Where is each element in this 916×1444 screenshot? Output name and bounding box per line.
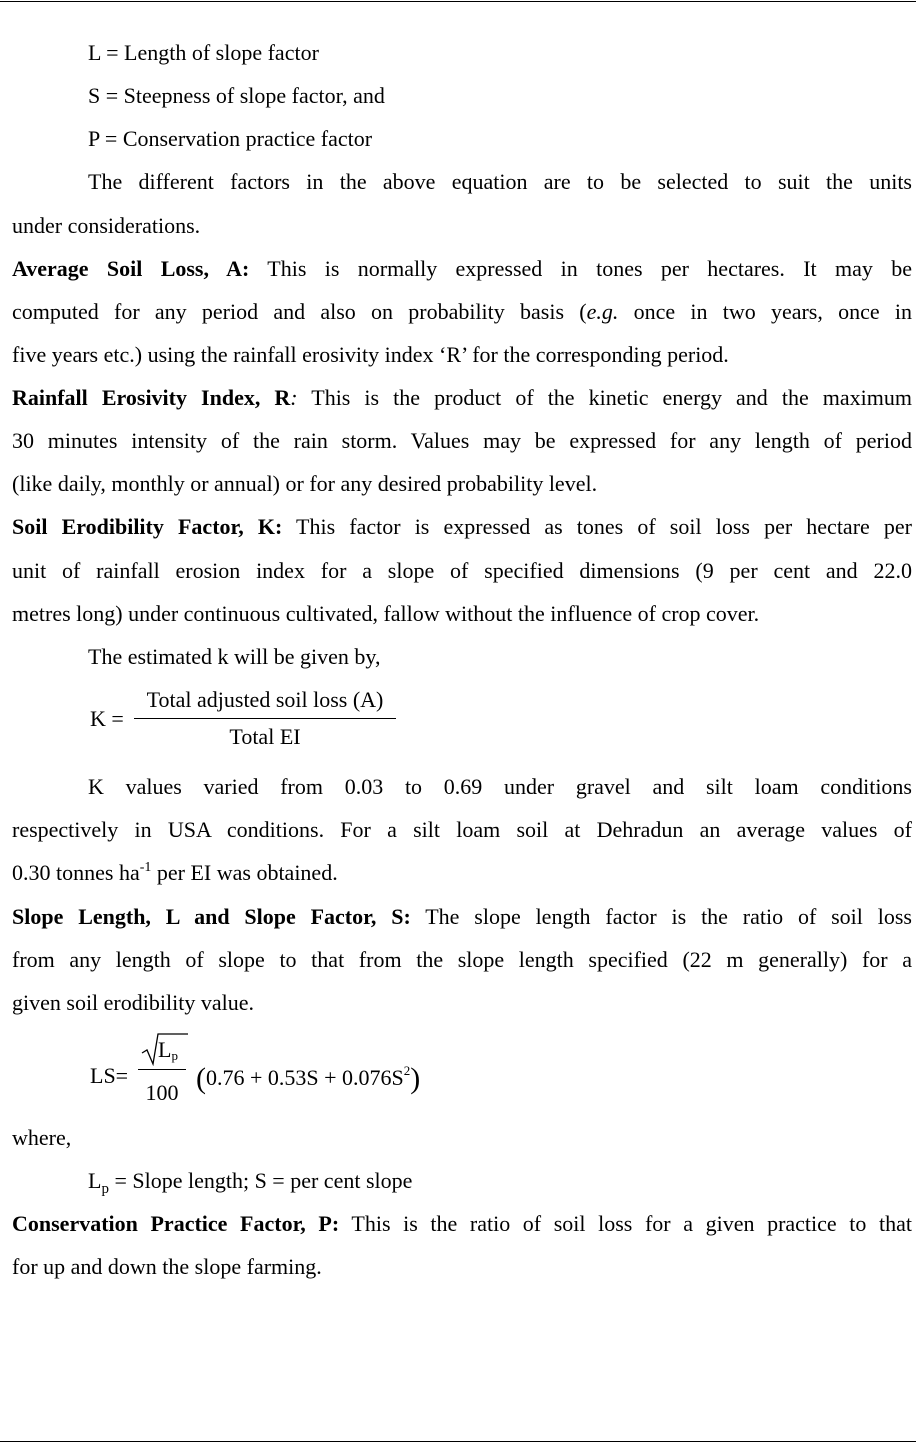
- erodibility-line-3: metres long) under continuous cultivated, fallow without the influence of crop cover.: [12, 601, 760, 626]
- ls-formula: [90, 1032, 470, 1112]
- slope-line-3: given soil erodibility value.: [12, 990, 254, 1015]
- avg-soil-loss-line-3: five years etc.) using the rainfall erosivity index ‘R’ for the corresponding period.: [12, 342, 729, 367]
- lp-definition: $L_p$ = Slope length; S = per cent slope: [88, 1168, 413, 1197]
- erodibility-line-2: unit of rainfall erosion index for a slope of specified dimensions (9 per cent and 22.0: [12, 558, 912, 583]
- rainfall-line-3: (like daily, monthly or annual) or for any desired probability level.: [12, 471, 598, 496]
- conservation-line-2: for up and down the slope farming.: [12, 1254, 322, 1279]
- erodibility-line-1: Soil Erodibility Factor, K: This factor is expressed as tones of soil loss per hectare per: [12, 514, 912, 539]
- slope-line-2: from any length of slope to that from the slope length specified (22 m generally) for a: [12, 947, 912, 972]
- k-formula-fraction-bar: [134, 718, 396, 719]
- intro-line-1: The different factors in the above equation are to be selected to suit the units: [88, 169, 912, 194]
- intro-line-2: under considerations.: [12, 213, 201, 238]
- erodibility-line-4: The estimated k will be given by,: [88, 644, 381, 669]
- k-values-line-3: 0.30 tonnes $ha^{-1}$ per EI was obtained.: [12, 860, 338, 885]
- k-formula-denominator: Total EI: [229, 724, 301, 749]
- rainfall-line-1: Rainfall Erosivity Index, R: This is the product of the kinetic energy and the maximum: [12, 385, 913, 410]
- conservation-heading: Conservation Practice Factor, P:: [12, 1211, 340, 1236]
- ls-formula-fraction-bar: [138, 1069, 186, 1070]
- def-steepness-factor: S = Steepness of slope factor, and: [88, 83, 385, 108]
- ls-formula-lhs: LS=: [90, 1063, 129, 1088]
- slope-heading: Slope Length, L and Slope Factor, S:: [12, 904, 411, 929]
- ls-formula-expression: $(0.76 + 0.53S + 0.076S^2)$: [196, 1062, 421, 1095]
- rainfall-line-2: 30 minutes intensity of the rain storm. Values may be expressed for any length of period: [12, 428, 912, 453]
- slope-line-1: Slope Length, L and Slope Factor, S: The slope length factor is the ratio of soil loss: [12, 904, 912, 929]
- conservation-line-1: Conservation Practice Factor, P: This is the ratio of soil loss for a given practice to that: [12, 1211, 912, 1236]
- ls-formula-radicand: Lp: [158, 1037, 178, 1063]
- def-practice-factor: P = Conservation practice factor: [88, 126, 373, 151]
- k-formula: [90, 686, 410, 756]
- k-formula-numerator: Total adjusted soil loss (A): [146, 687, 384, 712]
- rainfall-heading: Rainfall Erosivity Index, R: [12, 385, 291, 410]
- erodibility-heading: Soil Erodibility Factor, K:: [12, 514, 283, 539]
- k-values-line-1: K values varied from 0.03 to 0.69 under gravel and silt loam conditions: [88, 774, 912, 799]
- k-values-line-2: respectively in USA conditions. For a silt loam soil at Dehradun an average values of: [12, 817, 912, 842]
- avg-soil-loss-line-2: computed for any period and also on probability basis (e.g. once in two years, once in: [12, 299, 912, 324]
- top-rule: [0, 1, 916, 2]
- ls-formula-denominator: 100: [145, 1080, 179, 1105]
- avg-soil-loss-line-1: Average Soil Loss, A: This is normally expressed in tones per hectares. It may be: [12, 256, 912, 281]
- avg-soil-loss-heading: Average Soil Loss, A:: [12, 256, 250, 281]
- where-label: where,: [12, 1125, 72, 1150]
- bottom-rule: [0, 1441, 916, 1442]
- k-formula-lhs: K =: [90, 706, 124, 731]
- def-length-factor: L = Length of slope factor: [88, 40, 319, 65]
